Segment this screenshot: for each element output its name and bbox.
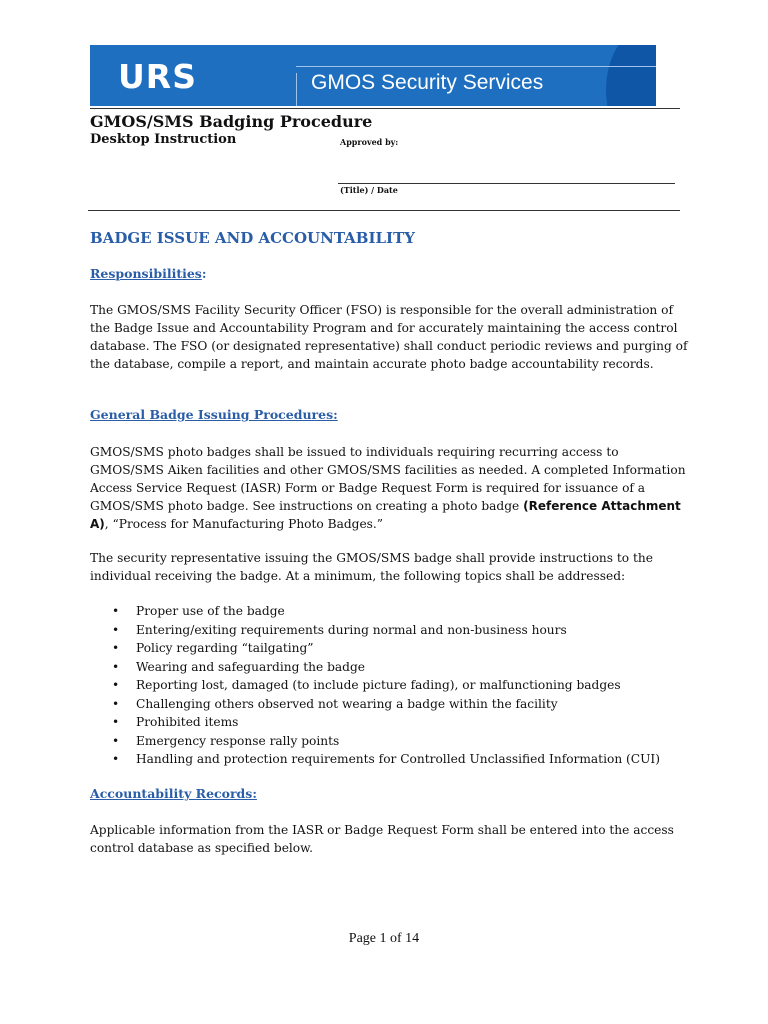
- list-item: [90, 732, 710, 751]
- document-subtitle: Desktop Instruction: [90, 132, 237, 147]
- list-item-text: Wearing and safeguarding the badge: [136, 659, 365, 674]
- urs-logo: URS: [118, 57, 197, 96]
- bullet: •: [112, 622, 120, 637]
- banner-divider: [296, 66, 656, 67]
- page-number: Page 1 of 14: [348, 931, 420, 946]
- responsibilities-heading: [90, 266, 206, 281]
- header-banner: [90, 45, 656, 106]
- responsibilities-heading-text: Responsibilities: [90, 266, 202, 281]
- header-rule: [90, 108, 680, 109]
- general-paragraph-tail: , “Process for Manufacturing Photo Badges.”: [104, 517, 384, 531]
- banner-separator: [296, 73, 297, 106]
- topics-list: [90, 602, 710, 769]
- list-item-text: Challenging others observed not wearing a badge within the facility: [136, 696, 558, 711]
- list-item-text: Emergency response rally points: [136, 733, 340, 748]
- list-item: [90, 639, 710, 658]
- accountability-heading: Accountability Records:: [90, 786, 257, 801]
- list-item: [90, 621, 710, 640]
- bullet: •: [112, 641, 120, 655]
- list-item-text: Entering/exiting requirements during normal and non-business hours: [136, 622, 567, 637]
- approved-by-label: Approved by:: [340, 137, 399, 147]
- list-item: [90, 695, 710, 714]
- bullet: •: [112, 752, 120, 766]
- accountability-paragraph: Applicable information from the IASR or Badge Request Form shall be entered into the access control database as specified below.: [90, 823, 674, 855]
- document-title: GMOS/SMS Badging Procedure: [90, 112, 373, 131]
- bullet: •: [112, 678, 120, 692]
- general-procedures-paragraph: [90, 443, 690, 533]
- instructions-paragraph: The security representative issuing the GMOS/SMS badge shall provide instructions to the individual receiving the badge. At a minimum, the following topics shall be addressed:: [90, 551, 653, 583]
- list-item: [90, 602, 710, 621]
- signature-line: [338, 183, 675, 184]
- banner-title: GMOS Security Services: [311, 71, 544, 94]
- list-item: [90, 713, 710, 732]
- general-procedures-heading: General Badge Issuing Procedures:: [90, 407, 338, 422]
- reference-attachment: (Reference Attachment A): [90, 499, 681, 531]
- bullet: •: [112, 659, 120, 674]
- list-item: [90, 658, 710, 677]
- bullet: •: [112, 696, 120, 711]
- bullet: •: [112, 733, 120, 748]
- list-item-text: Policy regarding “tailgating”: [136, 641, 314, 655]
- list-item-text: Handling and protection requirements for Controlled Unclassified Information (CUI): [136, 752, 660, 766]
- list-item-text: Prohibited items: [136, 715, 239, 729]
- bullet: •: [112, 715, 120, 729]
- list-item: [90, 750, 710, 769]
- section-title: BADGE ISSUE AND ACCOUNTABILITY: [90, 229, 415, 247]
- bullet: •: [112, 604, 120, 618]
- general-paragraph-text: GMOS/SMS photo badges shall be issued to individuals requiring recurring access to GMOS/SMS Aiken facilities and other GMOS/SMS facilities as needed. A completed Information Access Service Request (IASR) Form or Badge Request Form is required for issuance of a GMOS/SMS photo badge. See instructions on creating a photo badge: [90, 445, 686, 513]
- list-item: [90, 676, 710, 695]
- responsibilities-heading-colon: :: [201, 266, 207, 281]
- list-item-text: Proper use of the badge: [136, 604, 285, 618]
- responsibilities-paragraph: The GMOS/SMS Facility Security Officer (FSO) is responsible for the overall administration of the Badge Issue and Accountability Program and for accurately maintaining the access control database. The FSO (or designated representative) shall conduct periodic reviews and purging of the database, compile a report, and maintain accurate photo badge accountability records.: [90, 303, 688, 371]
- list-item-text: Reporting lost, damaged (to include picture fading), or malfunctioning badges: [136, 678, 621, 692]
- banner-curve: [606, 45, 656, 106]
- signature-caption: (Title) / Date: [340, 185, 398, 195]
- header-bottom-rule: [88, 210, 680, 211]
